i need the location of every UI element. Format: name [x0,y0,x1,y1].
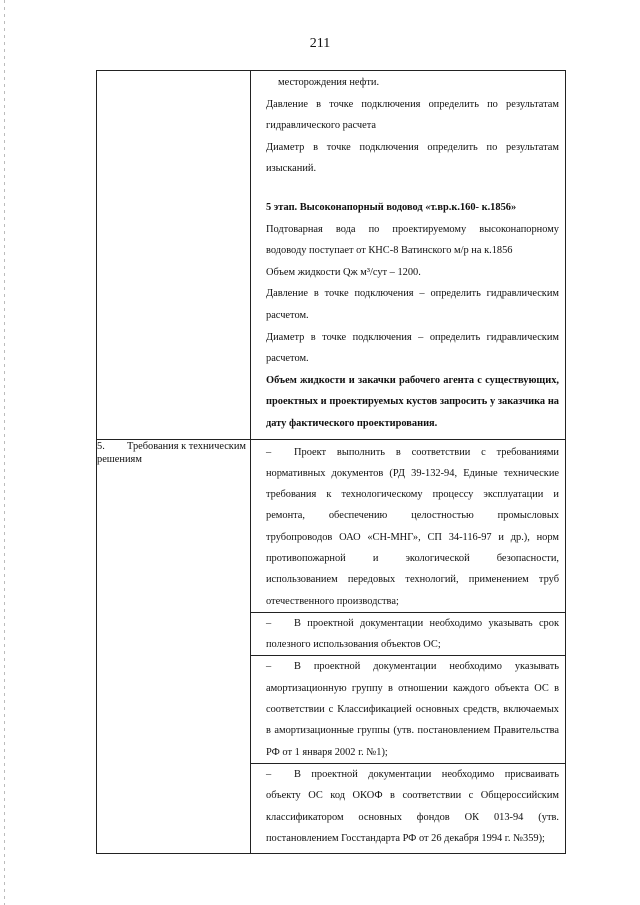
dash-marker: – [266,617,272,629]
dash-marker: – [266,446,272,458]
list-item: – В проектной документации необходимо указывать срок полезного использования объектов ОС; [266,613,559,656]
dash-marker: – [266,661,272,673]
text-line: Диаметр в точке подключения определить по результатам изысканий. [266,141,559,175]
row-heading: Требования к техническим решениям [97,440,246,465]
bold-note: Объем жидкости и закачки рабочего агента с существующих, проектных и проектируемых кустов запросить у заказчика на дату фактического проектирования. [266,374,559,429]
row2-left-cell [97,439,251,854]
list-item: – Проект выполнить в соответствии с требованиями нормативных документов (РД 39-132-94, Единые технические требования к технологическому процессу эксплуатации и ремонта, обеспечению целостностью промысловых трубопроводов ОАО «СН-МНГ», СП 34-116-97 и др.), норм противопожарной и экологической безопасности, использованием передовых технологий, применением труб отечественного производства; [266,442,559,612]
text-line: Давление в точке подключения – определить гидравлическим расчетом. [266,288,559,321]
row1-right-cell [251,71,566,440]
requirements-table [96,70,566,854]
dash-marker: – [266,768,272,780]
scan-edge-mark [4,0,5,905]
list-item: – В проектной документации необходимо присваивать объекту ОС код ОКОФ в соответствии с Общероссийским классификатором основных фондов ОК 013-94 (утв. постановлением Госстандарта РФ от 26 декабря 1994 г. №359); [266,764,559,849]
row1-left-cell [97,71,251,440]
list-item: – В проектной документации необходимо указывать амортизационную группу в отношении каждого объекта ОС в соответствии с Классификацией основных средств, включаемых в амортизационные группы (утв. постановлением Правительства РФ от 1 января 2002 г. №1); [266,656,559,762]
table-row [97,71,566,440]
text-line: Давление в точке подключения определить по результатам гидравлического расчета [266,98,559,132]
page-number: 211 [309,36,331,51]
text-line: Подтоварная вода по проектируемому высоконапорному водоводу поступает от КНС-8 Ватинского м/р на к.1856 [266,223,559,257]
stage-heading: 5 этап. Высоконапорный водовод «т.вр.к.160- к.1856» [266,201,517,213]
text-line: месторождения нефти. [278,77,380,88]
text-line: Диаметр в точке подключения – определить гидравлическим расчетом. [266,331,559,365]
table-row [97,439,566,854]
text-line: Объем жидкости Qж м³/сут – 1200. [266,266,421,278]
row-number: 5. [97,440,105,452]
row2-right-cell [251,439,566,854]
